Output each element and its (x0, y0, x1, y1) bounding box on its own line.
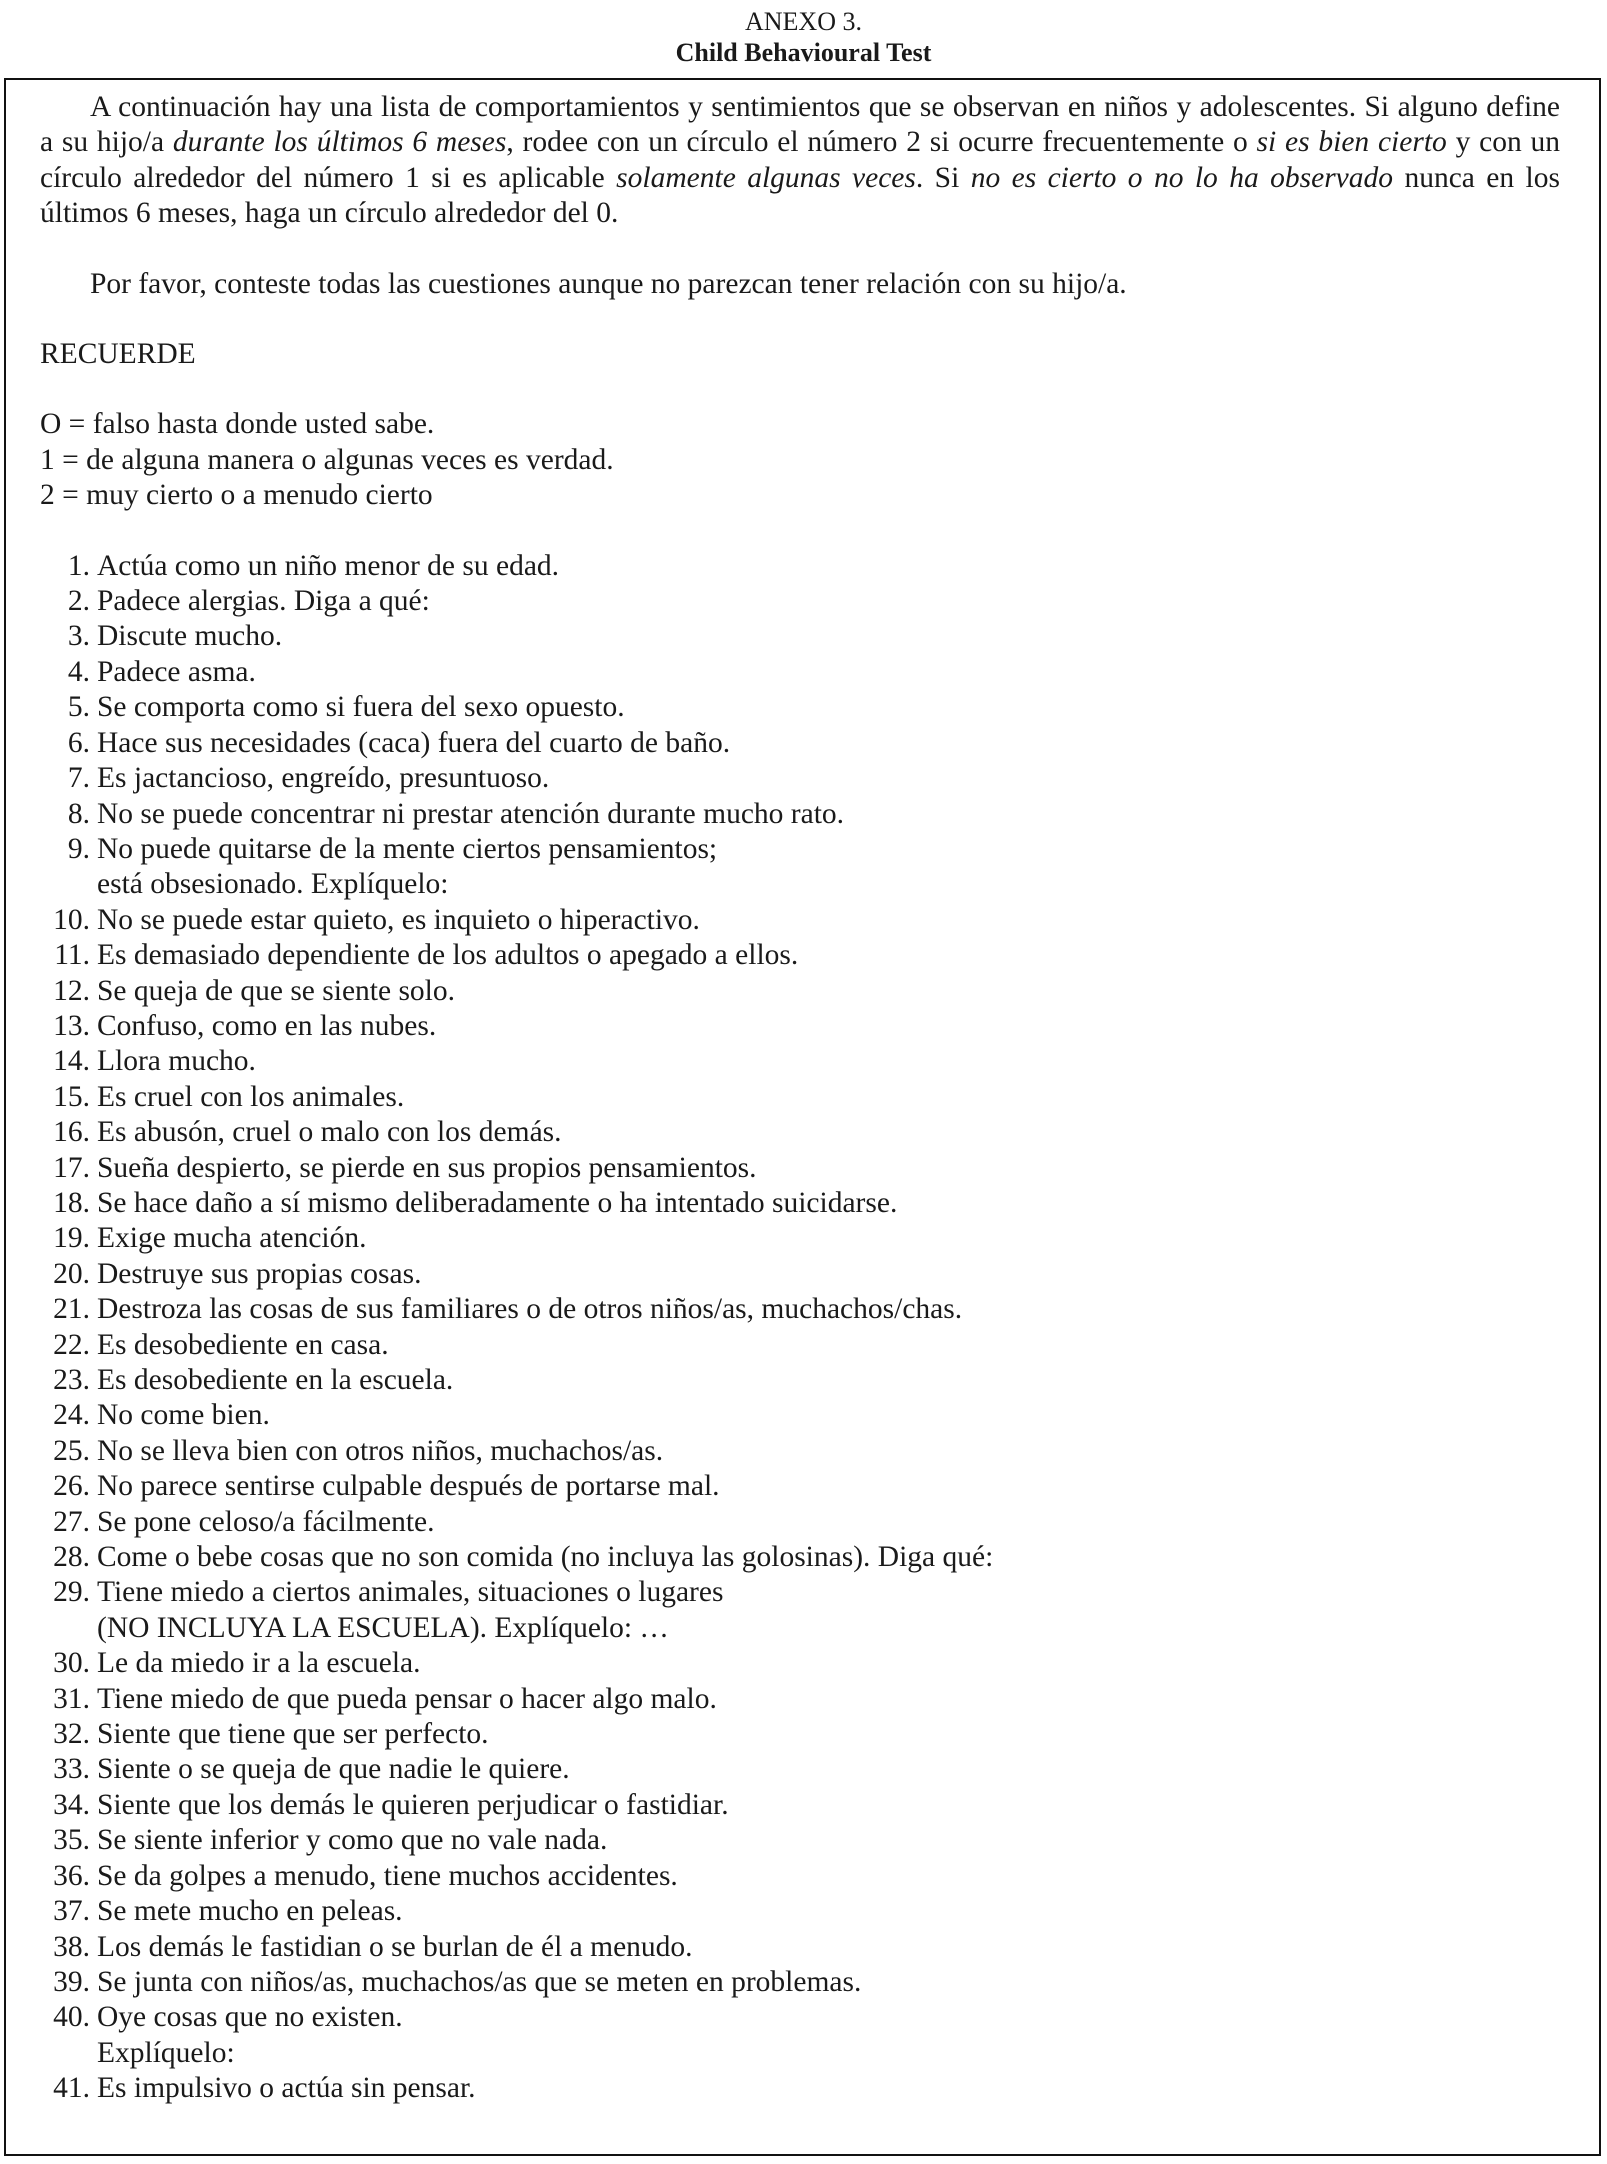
scale-item: 1 = de alguna manera o algunas veces es verdad. (40, 443, 614, 476)
item-text: Tiene miedo a ciertos animales, situaciones o lugares (97, 1576, 724, 1609)
item-text: Hace sus necesidades (caca) fuera del cuarto de baño. (97, 726, 731, 759)
list-item (40, 1646, 1560, 1681)
item-number: 9. (67, 832, 90, 865)
list-item (40, 726, 1560, 761)
intro-paragraph (40, 90, 1560, 232)
item-text: Oye cosas que no existen. (97, 2001, 403, 2034)
item-number: 23. (53, 1364, 90, 1396)
item-number: 22. (53, 1328, 90, 1361)
intro-emphasis: durante los últimos 6 meses (172, 126, 507, 159)
list-item (40, 1752, 1560, 1787)
list-item (40, 1044, 1560, 1079)
item-text: Siente que tiene que ser perfecto. (97, 1718, 489, 1751)
item-number: 36. (53, 1859, 90, 1892)
item-number: 12. (53, 974, 90, 1007)
list-item (40, 1540, 1560, 1575)
item-number: 16. (53, 1116, 90, 1149)
item-number: 2. (67, 585, 90, 618)
list-item (40, 584, 1560, 619)
item-text: Confuso, como en las nubes. (97, 1009, 437, 1042)
list-item (40, 1257, 1560, 1292)
item-text: Es impulsivo o actúa sin pensar. (97, 2072, 476, 2105)
item-text: Se mete mucho en peleas. (97, 1895, 403, 1928)
item-number: 25. (53, 1434, 90, 1467)
list-item (40, 2071, 1560, 2106)
item-text: Llora mucho. (97, 1045, 256, 1078)
item-number: 37. (53, 1895, 90, 1928)
list-item (40, 1080, 1560, 1115)
item-number: 5. (67, 691, 90, 724)
list-item (40, 797, 1560, 832)
list-item (40, 974, 1560, 1009)
item-number: 35. (53, 1824, 90, 1857)
item-number: 27. (53, 1505, 90, 1538)
intro-emphasis: si es bien cierto (1256, 126, 1447, 159)
item-text: No se lleva bien con otros niños, muchachos/as. (97, 1434, 664, 1467)
list-item (40, 619, 1560, 654)
item-text: Es jactancioso, engreído, presuntuoso. (97, 762, 550, 795)
list-item (40, 1505, 1560, 1540)
item-text: Tiene miedo de que pueda pensar o hacer algo malo. (97, 1682, 717, 1715)
list-item (40, 1398, 1560, 1433)
list-item (40, 655, 1560, 690)
rating-scale (40, 407, 1560, 513)
item-text: Se hace daño a sí mismo deliberadamente o ha intentado suicidarse. (97, 1186, 898, 1219)
item-number: 29. (53, 1576, 90, 1609)
item-text: No puede quitarse de la mente ciertos pensamientos; (97, 832, 718, 865)
please-answer-note: Por favor, conteste todas las cuestiones aunque no parezcan tener relación con su hijo/a. (90, 267, 1127, 300)
item-text: Es desobediente en la escuela. (97, 1364, 454, 1396)
list-item (40, 1717, 1560, 1752)
item-number: 38. (53, 1930, 90, 1963)
item-number: 40. (53, 2001, 90, 2034)
item-text: Actúa como un niño menor de su edad. (97, 549, 560, 582)
document-title: Child Behavioural Test (675, 38, 932, 67)
intro-text: y con un círculo alrededor del número 1 si es aplicable (40, 126, 1561, 194)
item-text: Exige mucha atención. (97, 1222, 367, 1255)
item-number: 11. (54, 939, 90, 972)
item-number: 30. (53, 1647, 90, 1680)
item-number: 1. (67, 549, 90, 582)
list-item (40, 2000, 1560, 2035)
item-number: 33. (53, 1753, 90, 1786)
list-item (40, 1930, 1560, 1965)
item-text: Los demás le fastidian o se burlan de él a menudo. (97, 1930, 693, 1963)
list-item (40, 1469, 1560, 1504)
list-item (40, 1894, 1560, 1929)
item-text: No come bien. (97, 1399, 270, 1432)
item-continuation: (NO INCLUYA LA ESCUELA). Explíquelo: … (97, 1611, 669, 1644)
item-number: 6. (67, 726, 90, 759)
item-number: 31. (53, 1682, 90, 1715)
list-item (40, 549, 1560, 584)
list-item (40, 1575, 1560, 1610)
list-item (40, 1292, 1560, 1327)
list-item (40, 690, 1560, 725)
item-number: 4. (67, 655, 90, 688)
item-text: Se junta con niños/as, muchachos/as que se meten en problemas. (97, 1965, 862, 1998)
item-number: 3. (67, 620, 90, 653)
list-item (40, 903, 1560, 938)
item-number: 39. (53, 1965, 90, 1998)
item-text: Le da miedo ir a la escuela. (97, 1647, 421, 1680)
list-item (40, 1186, 1560, 1221)
questionnaire-content (40, 90, 1560, 2107)
item-text: Es cruel con los animales. (97, 1080, 405, 1113)
item-number: 24. (53, 1399, 90, 1432)
list-item (40, 1434, 1560, 1469)
annex-label: ANEXO 3. (745, 7, 862, 36)
item-number: 7. (67, 762, 90, 795)
list-item (40, 832, 1560, 867)
list-item (40, 1151, 1560, 1186)
list-item (40, 1115, 1560, 1150)
item-list (40, 549, 1560, 2107)
item-number: 8. (67, 797, 90, 830)
scale-item: O = falso hasta donde usted sabe. (40, 408, 435, 441)
item-text: Se queja de que se siente solo. (97, 974, 456, 1007)
item-number: 32. (53, 1718, 90, 1751)
item-continuation: Explíquelo: (97, 2036, 235, 2069)
scale-item: 2 = muy cierto o a menudo cierto (40, 479, 433, 512)
item-text: Se pone celoso/a fácilmente. (97, 1505, 435, 1538)
item-number: 18. (53, 1186, 90, 1219)
item-text: Se comporta como si fuera del sexo opuesto. (97, 691, 625, 724)
item-number: 13. (53, 1009, 90, 1042)
item-text: Se siente inferior y como que no vale nada. (97, 1824, 608, 1857)
item-text: No se puede concentrar ni prestar atención durante mucho rato. (97, 797, 845, 830)
list-item (40, 938, 1560, 973)
item-continuation: está obsesionado. Explíquelo: (97, 868, 449, 901)
item-text: No se puede estar quieto, es inquieto o hiperactivo. (97, 903, 700, 936)
item-number: 28. (53, 1541, 90, 1574)
intro-text: A continuación hay una lista de comportamientos y sentimientos que se observan en niños y adolescentes. Si alguno define a su hijo/a (40, 91, 1560, 159)
list-item (40, 1363, 1560, 1398)
item-text: Es desobediente en casa. (97, 1328, 389, 1361)
list-item (40, 1965, 1560, 2000)
item-number: 26. (53, 1470, 90, 1503)
item-text: Es abusón, cruel o malo con los demás. (97, 1116, 562, 1149)
item-text: Come o bebe cosas que no son comida (no incluya las golosinas). Diga qué: (97, 1541, 994, 1574)
list-item (40, 1859, 1560, 1894)
item-text: Destroza las cosas de sus familiares o de otros niños/as, muchachos/chas. (97, 1293, 963, 1326)
item-text: Sueña despierto, se pierde en sus propios pensamientos. (97, 1151, 757, 1184)
item-number: 21. (53, 1293, 90, 1326)
item-text: Padece asma. (97, 655, 256, 688)
intro-text: nunca en los últimos 6 meses, haga un círculo alrededor del 0. (40, 161, 1560, 230)
item-text: Siente o se queja de que nadie le quiere. (97, 1753, 570, 1786)
intro-text: . Si (915, 161, 971, 194)
item-number: 20. (53, 1257, 90, 1290)
item-text: Es demasiado dependiente de los adultos o apegado a ellos. (97, 939, 799, 972)
page-header (0, 6, 1607, 68)
item-text: Siente que los demás le quieren perjudicar o fastidiar. (97, 1788, 729, 1821)
intro-text: , rodee con un círculo el número 2 si ocurre frecuentemente o (506, 126, 1257, 159)
item-text: Destruye sus propias cosas. (97, 1257, 422, 1290)
remember-heading: RECUERDE (40, 338, 196, 371)
item-text: No parece sentirse culpable después de portarse mal. (97, 1470, 720, 1503)
intro-emphasis: no es cierto o no lo ha observado (970, 161, 1394, 194)
item-number: 19. (53, 1222, 90, 1255)
list-item (40, 1009, 1560, 1044)
list-item (40, 1328, 1560, 1363)
item-text: Discute mucho. (97, 620, 283, 653)
item-number: 10. (53, 903, 90, 936)
intro-emphasis: solamente algunas veces (616, 161, 916, 194)
list-item (40, 761, 1560, 796)
item-number: 34. (53, 1788, 90, 1821)
item-number: 15. (53, 1080, 90, 1113)
list-item (40, 1221, 1560, 1256)
item-text: Padece alergias. Diga a qué: (97, 585, 430, 618)
item-number: 17. (53, 1151, 90, 1184)
list-item (40, 1788, 1560, 1823)
item-number: 41. (53, 2072, 90, 2105)
item-number: 14. (53, 1045, 90, 1078)
list-item (40, 1823, 1560, 1858)
list-item (40, 1682, 1560, 1717)
item-text: Se da golpes a menudo, tiene muchos accidentes. (97, 1859, 678, 1892)
